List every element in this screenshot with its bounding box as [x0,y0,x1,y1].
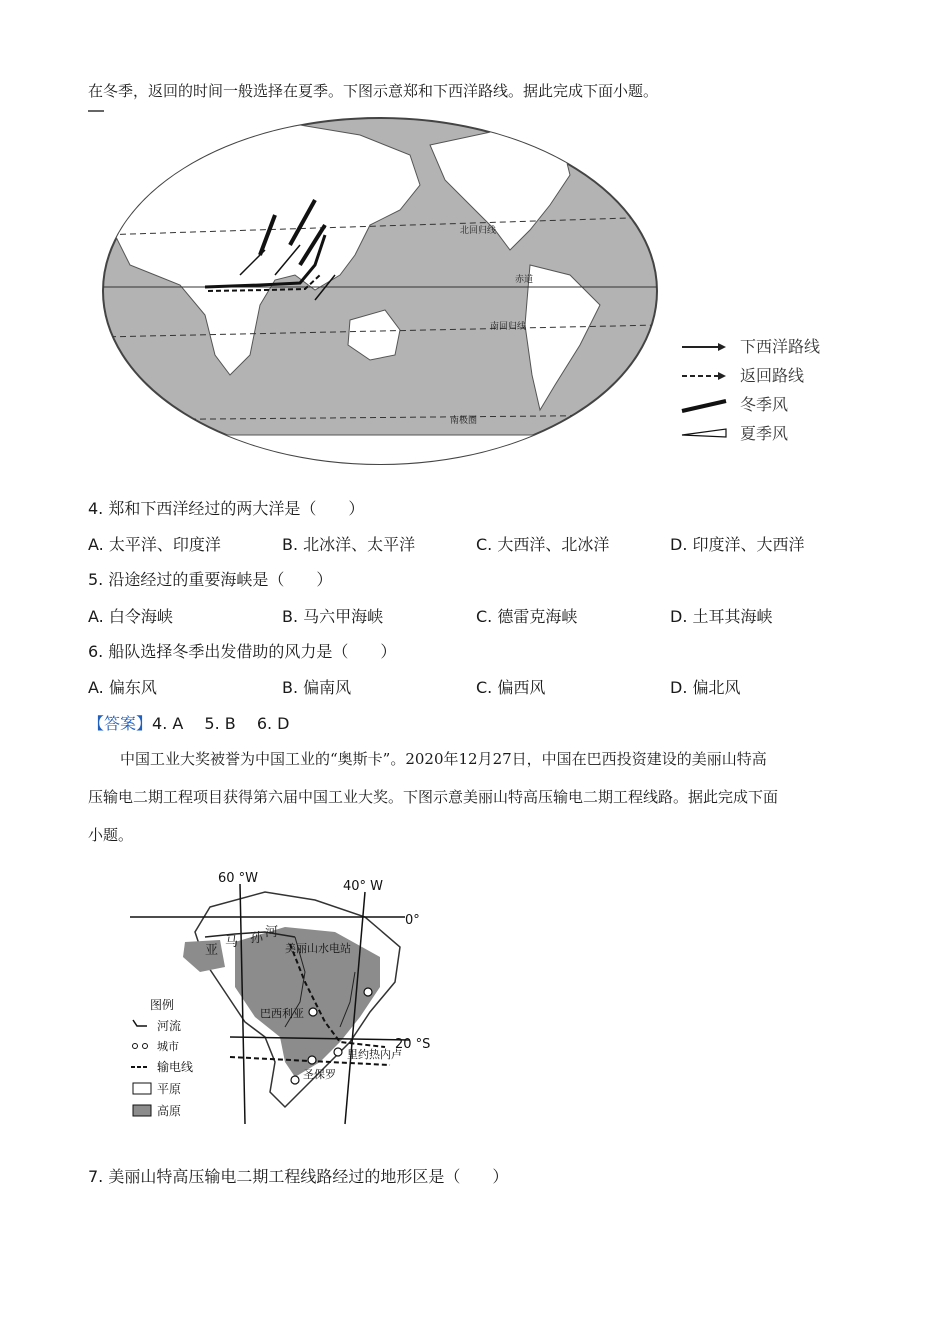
label-60w: 60 °W [218,871,259,886]
q5-option-a[interactable]: A. 白令海峡 [88,607,173,626]
legend-river-symbol [133,1020,147,1026]
label-river-ma: 马 [225,935,239,950]
label-brasilia: 巴西利亚 [260,1007,304,1020]
legend-city-symbol [133,1044,138,1049]
label-river-he: 河 [265,925,279,940]
city [364,988,372,996]
question-5: 5. 沿途经过的重要海峡是（ ） [88,570,333,589]
city [291,1076,299,1084]
label-0: 0° [405,913,420,928]
q5-option-d[interactable]: D. 土耳其海峡 [670,607,773,626]
legend-plateau: 高原 [157,1104,182,1118]
q6-option-b[interactable]: B. 偏南风 [282,678,352,697]
legend-summer: 夏季风 [740,424,789,443]
answer-text: 4. A 5. B 6. D [152,714,290,733]
q6-option-a[interactable]: A. 偏东风 [88,678,157,697]
label-20s: 20 °S [395,1037,431,1052]
legend-transmission: 输电线 [157,1060,194,1074]
passage2-line1: 中国工业大奖被誉为中国工业的“奥斯卡”。2020年12月27日，中国在巴西投资建设的美丽山特高 [120,750,767,768]
legend-plain: 平原 [157,1082,182,1096]
q6-option-d[interactable]: D. 偏北风 [670,678,741,697]
question-4: 4. 郑和下西洋经过的两大洋是（ ） [88,499,365,518]
intro-text: 在冬季，返回的时间一般选择在夏季。下图示意郑和下西洋路线。据此完成下面小题。 [88,82,659,100]
legend-plain-symbol [133,1083,151,1094]
label-equator: 赤道 [515,275,534,285]
label-antarctic-circle: 南极圈 [450,416,478,426]
question-7: 7. 美丽山特高压输电二期工程线路经过的地形区是（ ） [88,1167,509,1186]
q4-option-d[interactable]: D. 印度洋、大西洋 [670,535,805,554]
label-rio: 里约热内卢 [347,1048,402,1061]
passage2-line2: 压输电二期工程项目获得第六届中国工业大奖。下图示意美丽山特高压输电二期工程线路。据此完成下面 [88,788,779,806]
world-map-legend [682,337,820,443]
legend-plateau-symbol [133,1105,151,1116]
legend-title: 图例 [150,998,175,1012]
q4-option-b[interactable]: B. 北冰洋、太平洋 [282,535,416,554]
q4-option-a[interactable]: A. 太平洋、印度洋 [88,535,221,554]
legend-city: 城市 [157,1040,179,1053]
legend-city-symbol [143,1044,148,1049]
legend-symbol-winter [682,401,726,411]
legend-arrowhead [718,343,726,351]
legend-arrowhead [718,372,726,380]
brazil-transmission-map [125,862,445,1127]
label-40w: 40° W [343,879,384,894]
q5-option-c[interactable]: C. 德雷克海峡 [476,607,578,626]
plateau-area [183,940,225,972]
small-mark [88,110,104,112]
label-tropic-cancer: 北回归线 [460,226,497,236]
q5-option-b[interactable]: B. 马六甲海峡 [282,607,384,626]
label-tropic-capricorn: 南回归线 [490,322,527,332]
legend-return: 返回路线 [740,366,805,385]
brazil-map-legend [131,997,193,1118]
q6-option-c[interactable]: C. 偏西风 [476,678,546,697]
label-dam: 美丽山水电站 [285,942,351,955]
legend-river: 河流 [157,1019,182,1033]
city-sao-paulo [308,1056,316,1064]
zheng-he-route-map [100,115,870,470]
legend-route: 下西洋路线 [740,337,821,356]
label-sao-paulo: 圣保罗 [303,1068,336,1081]
q4-option-c[interactable]: C. 大西洋、北冰洋 [476,535,610,554]
answer-tag: 【答案】 [88,714,153,733]
legend-winter: 冬季风 [740,395,789,414]
answer-line [88,713,290,735]
passage2-line3: 小题。 [88,826,134,844]
label-river-ya: 亚 [205,943,219,958]
city-rio [334,1048,342,1056]
city-brasilia [309,1008,317,1016]
legend-symbol-summer [682,429,726,437]
label-river-sun: 孙 [250,931,264,946]
question-6: 6. 船队选择冬季出发借助的风力是（ ） [88,642,397,661]
